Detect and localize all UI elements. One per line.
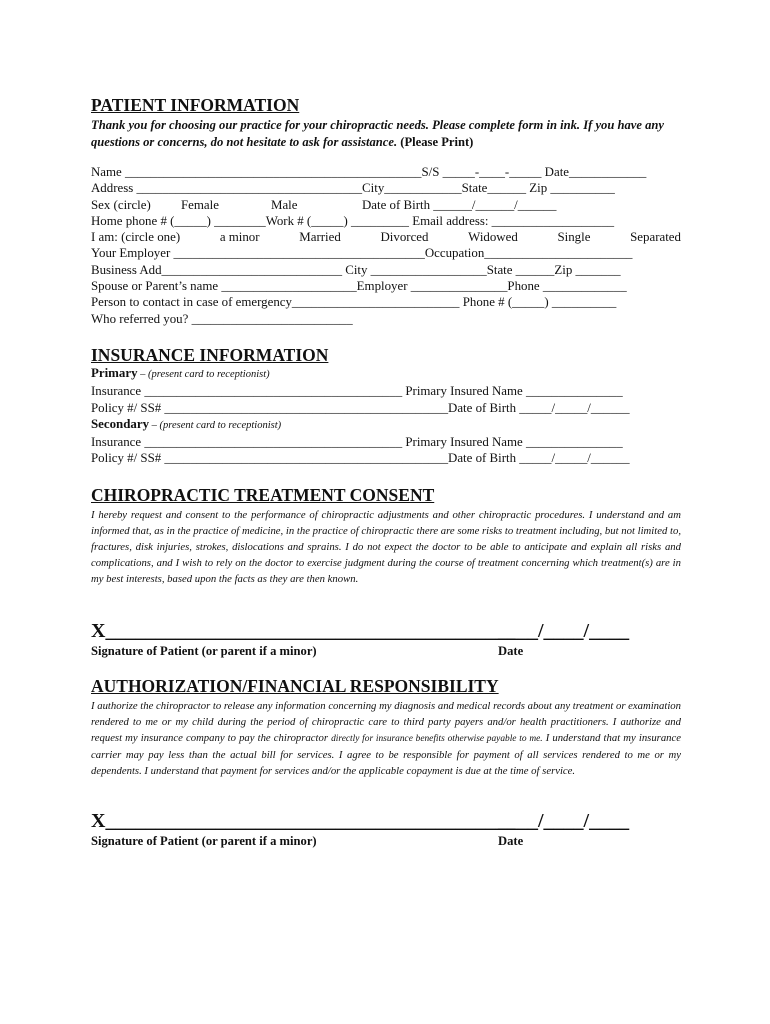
employer-row[interactable] xyxy=(91,245,681,261)
sex-label: Sex (circle) xyxy=(91,197,151,212)
referred-line[interactable]: Who referred you? _________________________ xyxy=(91,311,353,326)
auth-text-part-2: I understand that my insurance carrier may pay less than the actual bill for services. I agree to be responsible for payment of all services rendered to me or my dependents. I understand that payment for services and/or the applicable copayment is due at the time of service. xyxy=(91,732,681,777)
auth-section xyxy=(91,676,681,779)
sex-row[interactable] xyxy=(91,197,681,213)
secondary-heading xyxy=(91,416,681,434)
spouse-line[interactable]: Spouse or Parent’s name _____________________Employer _______________Phone _____________ xyxy=(91,279,627,294)
signature-caption-2: Signature of Patient (or parent if a minor) xyxy=(91,834,317,848)
patient-section xyxy=(91,95,681,151)
date-line-1[interactable]: ____/____/____ xyxy=(498,620,630,642)
business-line[interactable]: Business Add____________________________ City __________________State ______Zip _______ xyxy=(91,262,621,277)
patient-intro xyxy=(91,117,681,151)
spouse-row[interactable] xyxy=(91,278,681,294)
patient-title: PATIENT INFORMATION xyxy=(91,95,300,115)
consent-text: I hereby request and consent to the performance of chiropractic adjustments and other chiropractic procedures. I understand and am informed that, as in the practice of medicine, in the practice of chiropractic there are some risks to treatment including, but not limited to, fractures, disk injuries, strokes, dislocations and sprains. I do not expect the doctor to be able to anticipate and explain all risks and complications, and I wish to rely on the doctor to exercise judgment during the course of treatment concerning which treatment(s) are in my best interests, based upon the facts as they are then known. xyxy=(91,509,681,585)
marital-option-married[interactable]: Married xyxy=(299,230,341,245)
auth-text-small: directly for insurance benefits otherwise payable to me. xyxy=(331,734,543,744)
contact-line[interactable]: Person to contact in case of emergency__________________________ Phone # (_____) __________ xyxy=(91,295,617,310)
address-line[interactable]: Address ___________________________________City____________State______ Zip __________ xyxy=(91,181,615,196)
secondary-insurance-line[interactable]: Insurance ________________________________________ Primary Insured Name _______________ xyxy=(91,435,623,450)
signature-caption-1: Signature of Patient (or parent if a minor) xyxy=(91,644,317,658)
intro-print: (Please Print) xyxy=(400,135,474,149)
referred-row[interactable] xyxy=(91,311,681,327)
name-row[interactable] xyxy=(91,164,681,180)
marital-label: I am: (circle one) xyxy=(91,230,181,245)
marital-option-minor[interactable]: a minor xyxy=(219,230,260,245)
marital-option-widowed[interactable]: Widowed xyxy=(468,230,518,245)
dob-line[interactable]: Date of Birth ______/______/______ xyxy=(362,197,557,212)
employer-line[interactable]: Your Employer _______________________________________Occupation_______________________ xyxy=(91,246,633,261)
date-caption-2: Date xyxy=(498,834,524,848)
marital-option-single[interactable]: Single xyxy=(557,230,591,245)
primary-insurance-line[interactable]: Insurance ________________________________________ Primary Insured Name _______________ xyxy=(91,384,623,399)
marital-row[interactable] xyxy=(91,229,681,245)
marital-option-separated[interactable]: Separated xyxy=(630,230,681,245)
secondary-policy-line[interactable]: Policy #/ SS# ____________________________________________Date of Birth _____/_____/______ xyxy=(91,451,630,466)
patient-fields xyxy=(91,164,681,327)
primary-policy-line[interactable]: Policy #/ SS# ____________________________________________Date of Birth _____/_____/______ xyxy=(91,400,630,415)
marital-option-divorced[interactable]: Divorced xyxy=(380,230,429,245)
primary-label: Primary xyxy=(91,366,138,380)
sex-option-female[interactable]: Female xyxy=(181,197,219,212)
signature-line-2[interactable]: X_________________________________________ xyxy=(91,810,516,832)
contact-row[interactable] xyxy=(91,294,681,310)
name-line[interactable]: Name ______________________________________________S/S _____-____-_____ Date____________ xyxy=(91,165,647,179)
phone-row[interactable] xyxy=(91,213,681,229)
secondary-note: – (present card to receptionist) xyxy=(149,419,282,431)
insurance-title: INSURANCE INFORMATION xyxy=(91,345,329,365)
signature-line-1[interactable]: X_________________________________________ xyxy=(91,620,516,642)
business-row[interactable] xyxy=(91,262,681,278)
auth-text-part-1: I authorize the chiropractor to release any information concerning my diagnosis and medical records about any treatment or examination rendered to me or my child during the period of chiropractic care to third party payers and/or health practitioners. I authorize and request my insurance company to pay the chiropractor xyxy=(91,700,681,744)
consent-title: CHIROPRACTIC TREATMENT CONSENT xyxy=(91,485,435,505)
date-line-2[interactable]: ____/____/____ xyxy=(498,810,630,832)
sex-option-male[interactable]: Male xyxy=(271,197,298,212)
consent-section xyxy=(91,485,681,587)
secondary-label: Secondary xyxy=(91,416,150,431)
phone-line[interactable]: Home phone # (_____) ________Work # (_____) _________ Email address: ___________________ xyxy=(91,213,615,228)
primary-note: – (present card to receptionist) xyxy=(137,369,270,380)
address-row[interactable] xyxy=(91,180,681,196)
intro-text: Thank you for choosing our practice for your chiropractic needs. Please complete form in ink. If you have any questions or concerns, do not hesitate to ask for assistance. xyxy=(91,118,664,149)
primary-heading xyxy=(91,365,681,383)
auth-title: AUTHORIZATION/FINANCIAL RESPONSIBILITY xyxy=(91,676,499,696)
insurance-section xyxy=(91,345,681,467)
date-caption-1: Date xyxy=(498,644,524,658)
auth-text xyxy=(91,698,681,779)
